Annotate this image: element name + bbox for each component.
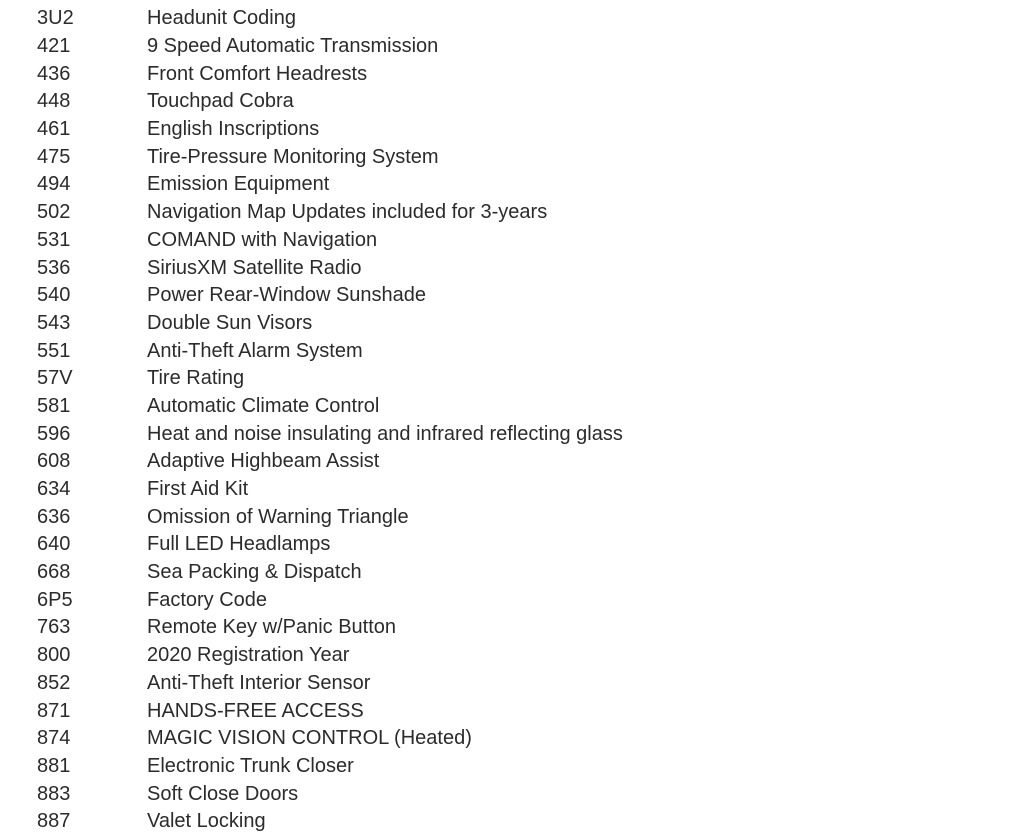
option-description: Tire Rating: [147, 367, 245, 390]
option-code: 6P5: [37, 588, 73, 611]
option-description: MAGIC VISION CONTROL (Heated): [147, 727, 472, 750]
option-description: Anti-Theft Interior Sensor: [147, 671, 371, 694]
option-description: English Inscriptions: [147, 118, 320, 141]
option-description: Factory Code: [147, 588, 268, 611]
option-row: [0, 88, 1024, 116]
option-description: Omission of Warning Triangle: [147, 505, 409, 528]
option-row: [0, 116, 1024, 144]
option-description: Double Sun Visors: [147, 311, 313, 334]
option-code: 543: [37, 311, 71, 334]
option-row: [0, 697, 1024, 725]
option-code: 883: [37, 782, 71, 805]
option-description: Emission Equipment: [147, 173, 330, 196]
option-code: 502: [37, 201, 71, 224]
option-code: 608: [37, 450, 71, 473]
option-description: Electronic Trunk Closer: [147, 754, 354, 777]
option-row: [0, 448, 1024, 476]
option-code: 540: [37, 284, 71, 307]
option-description: Automatic Climate Control: [147, 394, 380, 417]
option-code: 57V: [37, 367, 73, 390]
option-code: 536: [37, 256, 71, 279]
option-row: [0, 365, 1024, 393]
option-row: [0, 531, 1024, 559]
option-description: SiriusXM Satellite Radio: [147, 256, 362, 279]
option-code: 581: [37, 394, 71, 417]
option-code: 887: [37, 810, 71, 833]
option-row: [0, 476, 1024, 504]
option-code: 494: [37, 173, 71, 196]
option-row: [0, 60, 1024, 88]
option-row: [0, 614, 1024, 642]
option-code: 636: [37, 505, 71, 528]
option-description: Heat and noise insulating and infrared reflecting glass: [147, 422, 623, 445]
option-row: [0, 199, 1024, 227]
option-code-list: [0, 5, 1024, 836]
option-row: [0, 171, 1024, 199]
option-row: [0, 33, 1024, 61]
option-row: [0, 559, 1024, 587]
option-description: COMAND with Navigation: [147, 228, 378, 251]
option-description: Valet Locking: [147, 810, 266, 833]
option-code: 448: [37, 90, 71, 113]
option-description: 9 Speed Automatic Transmission: [147, 35, 439, 58]
option-description: 2020 Registration Year: [147, 644, 350, 667]
option-description: Soft Close Doors: [147, 782, 299, 805]
option-row: [0, 420, 1024, 448]
option-code: 668: [37, 561, 71, 584]
option-description: Power Rear-Window Sunshade: [147, 284, 427, 307]
option-code: 436: [37, 62, 71, 85]
option-row: [0, 282, 1024, 310]
option-description: Remote Key w/Panic Button: [147, 616, 397, 639]
option-description: Front Comfort Headrests: [147, 62, 368, 85]
option-description: HANDS-FREE ACCESS: [147, 699, 364, 722]
option-code: 596: [37, 422, 71, 445]
option-row: [0, 670, 1024, 698]
option-description: First Aid Kit: [147, 478, 249, 501]
option-code: 874: [37, 727, 71, 750]
option-code: 640: [37, 533, 71, 556]
option-code: 551: [37, 339, 71, 362]
option-code: 871: [37, 699, 71, 722]
option-row: [0, 503, 1024, 531]
option-description: Navigation Map Updates included for 3-years: [147, 201, 548, 224]
option-code: 852: [37, 671, 71, 694]
option-code: 634: [37, 478, 71, 501]
option-description: Tire-Pressure Monitoring System: [147, 145, 439, 168]
option-row: [0, 254, 1024, 282]
option-description: Anti-Theft Alarm System: [147, 339, 363, 362]
option-description: Full LED Headlamps: [147, 533, 331, 556]
option-row: [0, 725, 1024, 753]
option-code: 3U2: [37, 7, 74, 30]
option-row: [0, 393, 1024, 421]
option-row: [0, 808, 1024, 836]
option-row: [0, 5, 1024, 33]
option-description: Touchpad Cobra: [147, 90, 294, 113]
option-row: [0, 642, 1024, 670]
option-row: [0, 337, 1024, 365]
option-code: 763: [37, 616, 71, 639]
option-code: 421: [37, 35, 71, 58]
option-description: Headunit Coding: [147, 7, 296, 30]
option-code: 475: [37, 145, 71, 168]
option-row: [0, 753, 1024, 781]
option-code: 800: [37, 644, 71, 667]
option-row: [0, 780, 1024, 808]
option-row: [0, 143, 1024, 171]
option-code: 881: [37, 754, 71, 777]
option-code: 531: [37, 228, 71, 251]
option-description: Adaptive Highbeam Assist: [147, 450, 380, 473]
option-description: Sea Packing & Dispatch: [147, 561, 362, 584]
option-row: [0, 310, 1024, 338]
option-row: [0, 227, 1024, 255]
option-row: [0, 586, 1024, 614]
option-code: 461: [37, 118, 71, 141]
